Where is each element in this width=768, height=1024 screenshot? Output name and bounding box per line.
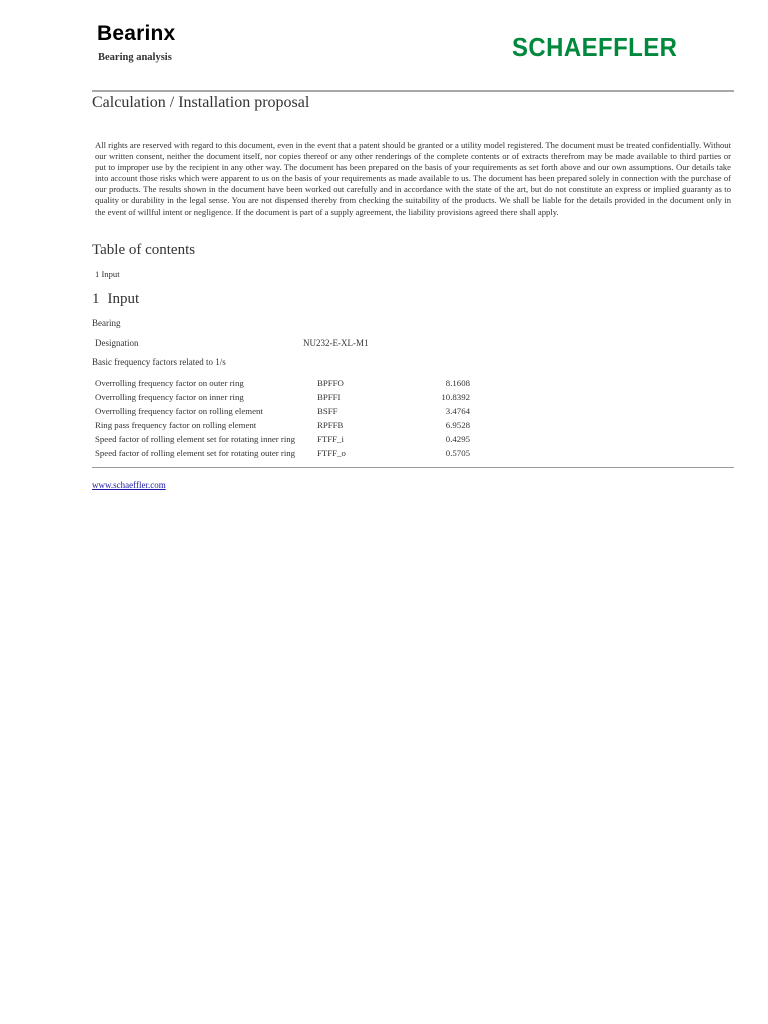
subsection-bearing: Bearing [92, 318, 121, 328]
designation-label: Designation [95, 338, 139, 348]
frequency-factors-table [95, 378, 470, 463]
table-row [95, 392, 470, 406]
frequency-factors-caption: Basic frequency factors related to 1/s [92, 357, 226, 367]
factor-value: 10.8392 [441, 392, 470, 403]
factor-description: Ring pass frequency factor on rolling element [95, 420, 257, 431]
factor-symbol: FTFF_o [317, 448, 346, 459]
table-row [95, 434, 470, 448]
footer-divider [92, 467, 734, 468]
factor-value: 8.1608 [445, 378, 470, 388]
factor-description: Speed factor of rolling element set for rotating inner ring [95, 434, 296, 445]
toc-item-input[interactable]: 1 Input [95, 269, 120, 279]
factor-value: 0.5705 [445, 448, 470, 459]
schaeffler-website-link[interactable]: www.schaeffler.com [92, 480, 166, 490]
header-divider [92, 90, 734, 92]
table-row [95, 420, 470, 434]
legal-disclaimer: All rights are reserved with regard to this document, even in the event that a patent should be granted or a utility model registered. The document must be treated confidentially. Without our written consent, neither the document itself, nor copies thereof or any other renderings of the complete contents or of extracts therefrom may be made available to third parties or put to improper use by the recipient in any other way. The document has been prepared on the basis of your requirements as set forth above and our own assumptions. Our details take into account those risks which were apparent to us on the basis of your requirements as made available to us. The document has been prepared solely in connection with the purchase of our products. The results shown in the document have been worked out carefully and in accordance with the state of the art, but do not constitute an express or implied guaranty as to quality or durability in the legal sense. You are not dispensed thereby from checking the suitability of the products. We shall be liable for the details provided in the document only in the event of willful intent or negligence. If the document is part of a supply agreement, the liability provisions agreed there shall apply. [95, 140, 731, 217]
factor-symbol: RPFFB [317, 420, 344, 431]
factor-description: Overrolling frequency factor on inner ring [95, 392, 244, 403]
factor-description: Speed factor of rolling element set for rotating outer ring [95, 448, 296, 459]
section-heading-input [92, 291, 139, 308]
section-title: Input [107, 291, 140, 307]
table-row [95, 406, 470, 420]
factor-value: 0.4295 [445, 434, 470, 445]
factor-value: 6.9528 [445, 420, 470, 431]
designation-value: NU232-E-XL-M1 [303, 338, 369, 348]
factor-description: Overrolling frequency factor on rolling element [95, 406, 263, 417]
factor-symbol: BPFFO [317, 378, 344, 388]
factor-symbol: FTFF_i [317, 434, 344, 445]
product-name: Bearinx [97, 22, 176, 45]
factor-description: Overrolling frequency factor on outer ring [95, 378, 244, 388]
table-row [95, 378, 470, 392]
product-subtitle: Bearing analysis [98, 52, 172, 63]
document-title: Calculation / Installation proposal [92, 94, 310, 111]
table-row [95, 448, 470, 462]
schaeffler-logo: SCHAEFFLER [512, 32, 678, 62]
toc-heading: Table of contents [92, 242, 196, 258]
factor-value: 3.4764 [445, 406, 470, 417]
section-number: 1 [92, 291, 100, 307]
factor-symbol: BSFF [317, 406, 338, 417]
factor-symbol: BPFFI [317, 392, 341, 403]
